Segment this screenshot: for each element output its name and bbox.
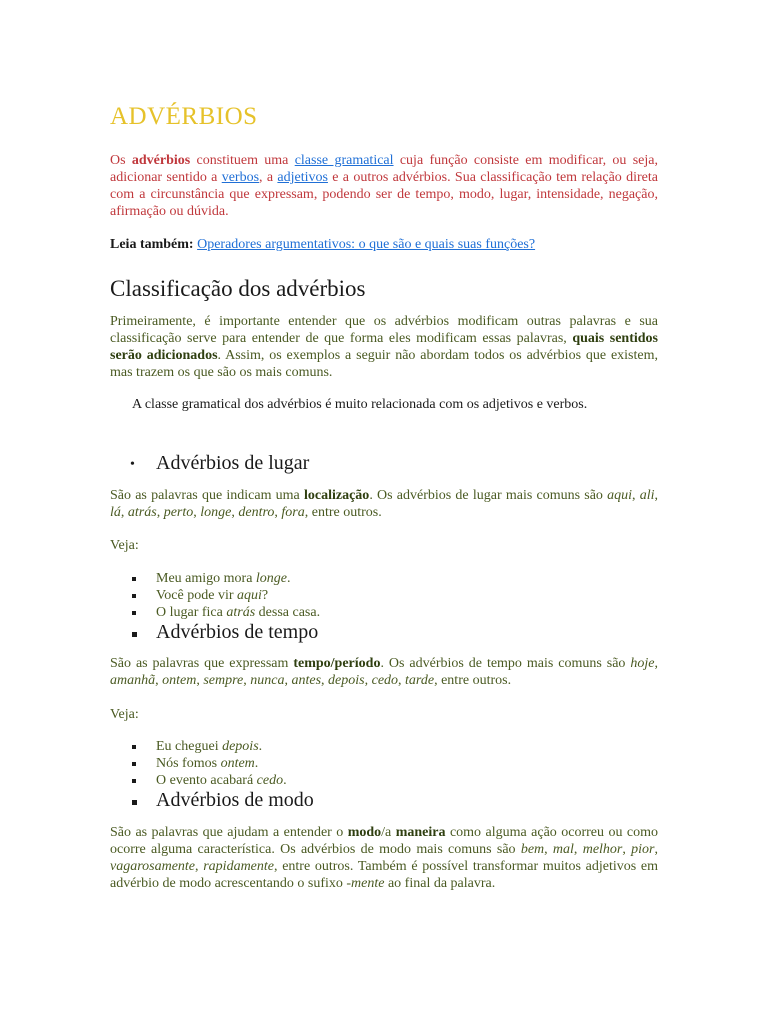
para-italic: mente — [351, 876, 385, 891]
para-text: São as palavras que expressam — [110, 656, 294, 671]
tempo-examples — [132, 738, 287, 789]
para-text: , entre outros. — [434, 673, 512, 688]
adverb-word: aqui — [607, 488, 633, 503]
tempo-veja: Veja: — [110, 707, 139, 722]
example-adverb: aqui — [237, 588, 262, 603]
adverb-word: nunca — [250, 673, 285, 688]
para-text: /a — [381, 825, 396, 840]
list-item: Você pode vir aqui? — [132, 587, 320, 604]
lugar-word-list: aqui, ali, lá, atrás, perto, longe, dentro, fora — [110, 488, 659, 520]
adverb-word: hoje — [630, 656, 655, 671]
adverb-word: ali — [639, 488, 655, 503]
read-also-label: Leia também: — [110, 237, 194, 252]
heading-bullet — [132, 632, 137, 637]
adverb-word: tarde — [405, 673, 435, 688]
adverb-word: longe — [200, 505, 232, 520]
para-text: , entre outros. — [304, 505, 382, 520]
intro-text: Os — [110, 153, 132, 168]
adverb-word: perto — [163, 505, 194, 520]
adverb-word: dentro — [238, 505, 275, 520]
example-adverb: longe — [255, 571, 288, 586]
para-text: . Os advérbios de tempo mais comuns são — [380, 656, 631, 671]
example-adverb: depois — [222, 739, 259, 754]
section-heading-modo: Advérbios de modo — [156, 789, 314, 811]
read-also — [110, 237, 535, 253]
adverb-word: amanhã — [110, 673, 156, 688]
intro-bold: advérbios — [131, 153, 191, 168]
link-adjetivos[interactable]: adjetivos — [277, 170, 328, 185]
para-bold: localização — [304, 488, 370, 503]
heading-bullet — [132, 800, 137, 805]
para-text: como alguma ação ocorreu ou como ocorre alguma característica. Os advérbios de modo mais comuns são — [110, 825, 658, 857]
para-bold: maneira — [395, 825, 446, 840]
lugar-paragraph — [110, 487, 658, 521]
classificacao-paragraph — [110, 313, 658, 381]
lugar-veja: Veja: — [110, 538, 139, 553]
read-also-link[interactable]: Operadores argumentativos: o que são e quais suas funções? — [197, 237, 536, 252]
intro-text: , a — [259, 170, 278, 185]
para-text: Primeiramente, é importante entender que os advérbios modificam outras palavras e sua classificação serve para entender de que forma eles modificam essas palavras, — [110, 314, 658, 346]
para-bold: tempo/período — [293, 656, 381, 671]
example-adverb: cedo — [256, 773, 284, 788]
adverb-word: bem — [520, 842, 545, 857]
para-text: São as palavras que ajudam a entender o — [110, 825, 348, 840]
heading-bullet: • — [130, 457, 135, 472]
para-bold: modo — [347, 825, 382, 840]
tempo-word-list: hoje, amanhã, ontem, sempre, nunca, antes, depois, cedo, tarde — [110, 656, 658, 688]
para-text: . Assim, os exemplos a seguir não abordam todos os advérbios que existem, mas trazem os que são os mais comuns. — [110, 348, 658, 380]
adverb-word: mal — [552, 842, 574, 857]
adverb-word: ontem — [162, 673, 197, 688]
page-title: ADVÉRBIOS — [110, 103, 258, 130]
link-verbos[interactable]: verbos — [221, 170, 260, 185]
section-heading-tempo: Advérbios de tempo — [156, 621, 319, 643]
adverb-word: lá — [110, 505, 121, 520]
example-adverb: ontem — [220, 756, 255, 771]
adverb-word: fora — [281, 505, 305, 520]
list-item: Meu amigo mora longe. — [132, 570, 320, 587]
lugar-examples — [132, 570, 320, 621]
para-text: , entre outros. Também é possível transformar muitos adjetivos em advérbio de modo acrescentando o sufixo - — [110, 859, 658, 891]
para-bold: quais sentidos serão adicionados — [110, 331, 658, 363]
link-classe-gramatical[interactable]: classe gramatical — [294, 153, 394, 168]
list-item: O evento acabará cedo. — [132, 772, 287, 789]
para-text: . Os advérbios de lugar mais comuns são — [369, 488, 608, 503]
section-heading-classificacao: Classificação dos advérbios — [110, 276, 366, 301]
intro-text: cuja função consiste em modificar, ou seja, adicionar sentido a — [110, 153, 658, 185]
modo-word-list: bem, mal, melhor, pior, vagarosamente, rapidamente — [110, 842, 658, 874]
adverb-word: atrás — [127, 505, 157, 520]
section-heading-lugar: Advérbios de lugar — [156, 452, 310, 474]
list-item: Eu cheguei depois. — [132, 738, 287, 755]
adverb-word: rapidamente — [203, 859, 274, 874]
classificacao-quote: A classe gramatical dos advérbios é muito relacionada com os adjetivos e verbos. — [132, 397, 588, 412]
adverb-word: antes — [291, 673, 322, 688]
intro-text: constituem uma — [190, 153, 295, 168]
para-text: ao final da palavra. — [384, 876, 496, 891]
tempo-paragraph — [110, 655, 658, 689]
adverb-word: pior — [631, 842, 655, 857]
adverb-word: melhor — [582, 842, 623, 857]
adverb-word: cedo — [371, 673, 399, 688]
para-text: São as palavras que indicam uma — [110, 488, 304, 503]
example-adverb: atrás — [226, 605, 256, 620]
intro-paragraph — [110, 152, 658, 220]
list-item: Nós fomos ontem. — [132, 755, 287, 772]
adverb-word: depois — [328, 673, 365, 688]
list-item: O lugar fica atrás dessa casa. — [132, 604, 320, 621]
adverb-word: sempre — [203, 673, 244, 688]
intro-text: e a outros advérbios. Sua classificação tem relação direta com a circunstância que expressam, podendo ser de tempo, modo, lugar, intensidade, negação, afirmação ou dúvida. — [110, 170, 658, 219]
modo-paragraph — [110, 824, 658, 892]
adverb-word: vagarosamente — [110, 859, 196, 874]
